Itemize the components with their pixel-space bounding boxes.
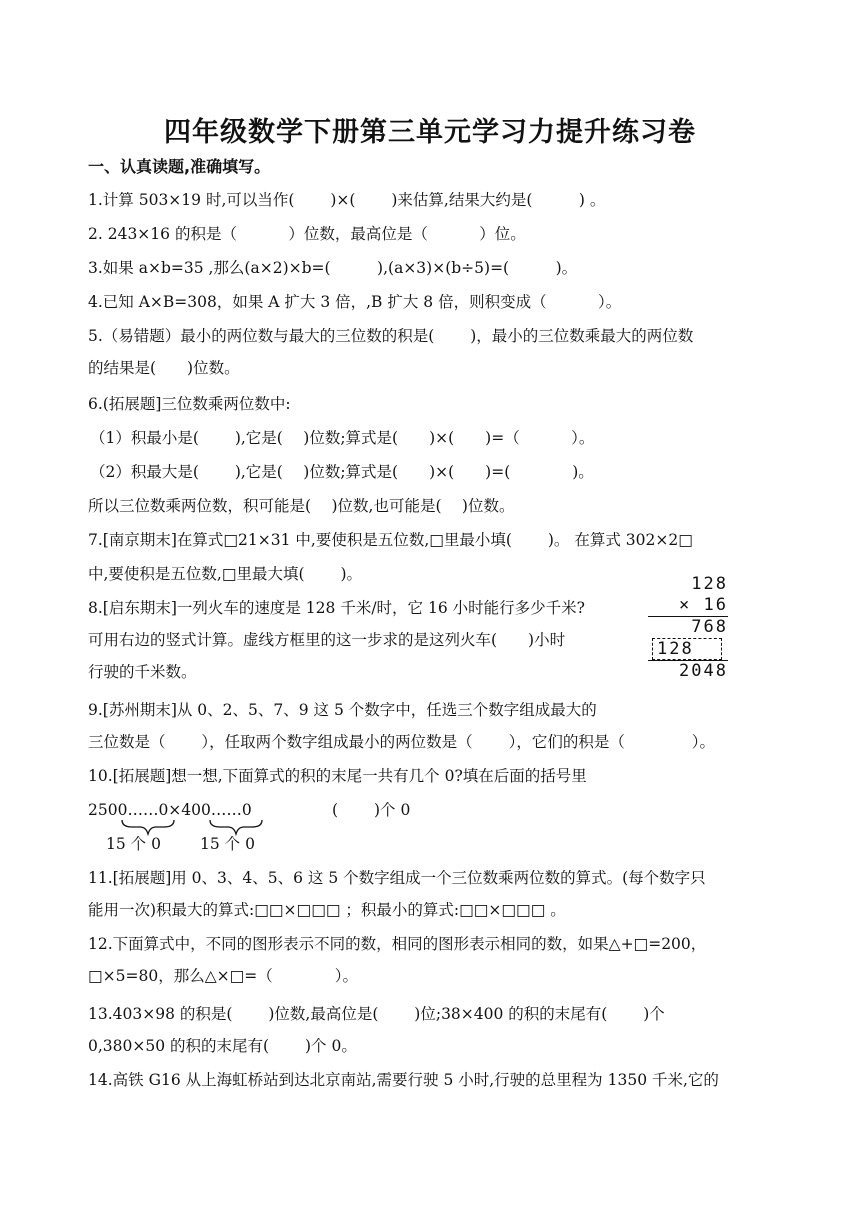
question-8-line2: 可用右边的竖式计算。虚线方框里的这一步求的是这列火车( )小时 (88, 631, 566, 649)
question-11-line2: 能用一次)积最大的算式:□□×□□□ ；积最小的算式:□□×□□□ 。 (88, 901, 566, 919)
question-11-line1: 11.[拓展题]用 0、3、4、5、6 这 5 个数字组成一个三位数乘两位数的算式。(每个数字只 (88, 869, 706, 887)
question-6: 6.(拓展题]三位数乘两位数中: (88, 395, 291, 413)
page-title: 四年级数学下册第三单元学习力提升练习卷 (164, 117, 696, 148)
question-7-line2: 中,要使积是五位数,□里最大填( )。 (88, 565, 363, 583)
question-9-line1: 9.[苏州期末]从 0、2、5、7、9 这 5 个数字中，任选三个数字组成最大的 (88, 701, 597, 719)
vertical-multiplication (648, 574, 728, 682)
question-8-line3: 行驶的千米数。 (88, 663, 197, 681)
question-12-line1: 12.下面算式中，不同的图形表示不同的数，相同的图形表示相同的数，如果△+□=200， (88, 935, 707, 953)
question-5-line2: 的结果是( )位数。 (88, 359, 240, 377)
section-heading: 一、认真读题,准确填写。 (88, 157, 271, 176)
partial-product-1: 768 (691, 617, 728, 637)
multiplicand: 128 (691, 574, 728, 594)
question-2: 2. 243×16 的积是（ ）位数，最高位是（ ）位。 (88, 225, 526, 243)
question-10-expression: 2500……0×400……0 (88, 801, 252, 819)
question-3: 3.如果 a×b=35 ,那么(a×2)×b=( ),(a×3)×(b÷5)=( )。 (88, 259, 578, 277)
question-9-line2: 三位数是（ ），任取两个数字组成最小的两位数是（ ），它们的积是（ ）。 (88, 733, 716, 751)
question-7-line1: 7.[南京期末]在算式□21×31 中,要使积是五位数,□里最小填( )。 在算式 302×2□ (88, 531, 693, 549)
question-10-answer: ( )个 0 (332, 801, 411, 819)
question-6-part1: （1）积最小是( ),它是( )位数;算式是( )×( )=（ ）。 (90, 429, 595, 447)
question-6-conclusion: 所以三位数乘两位数，积可能是( )位数,也可能是( )位数。 (88, 497, 515, 515)
question-8-line1: 8.[启东期末]一列火车的速度是 128 千米/时，它 16 小时能行多少千米? (88, 599, 585, 617)
multiplier: × 16 (679, 595, 728, 615)
question-14-line1: 14.高铁 G16 从上海虹桥站到达北京南站,需要行驶 5 小时,行驶的总里程为 1350 千米,它的 (88, 1071, 719, 1089)
underbrace-label-2: 15 个 0 (200, 835, 255, 853)
question-13-line2: 0,380×50 的积的末尾有( )个 0。 (88, 1037, 357, 1055)
question-4: 4.已知 A×B=308，如果 A 扩大 3 倍，,B 扩大 8 倍，则积变成（ ）。 (88, 293, 622, 311)
question-5-line1: 5.（易错题）最小的两位数与最大的三位数的积是( )，最小的三位数乘最大的两位数 (88, 327, 694, 345)
question-6-part2: （2）积最大是( ),它是( )位数;算式是( )×( )=( )。 (90, 463, 594, 481)
partial-product-2: 128 (657, 639, 694, 659)
question-10-line1: 10.[拓展题]想一想,下面算式的积的末尾一共有几个 0?填在后面的括号里 (88, 767, 587, 785)
question-13-line1: 13.403×98 的积是( )位数,最高位是( )位;38×400 的积的末尾有( )个 (88, 1005, 665, 1023)
question-12-line2: □×5=80，那么△×□=（ ）。 (88, 967, 358, 985)
question-1: 1.计算 503×19 时,可以当作( )×( )来估算,结果大约是( ) 。 (88, 191, 606, 209)
product: 2048 (679, 661, 728, 681)
dashed-box-partial-product-2 (652, 638, 722, 660)
underbrace-label-1: 15 个 0 (106, 835, 161, 853)
